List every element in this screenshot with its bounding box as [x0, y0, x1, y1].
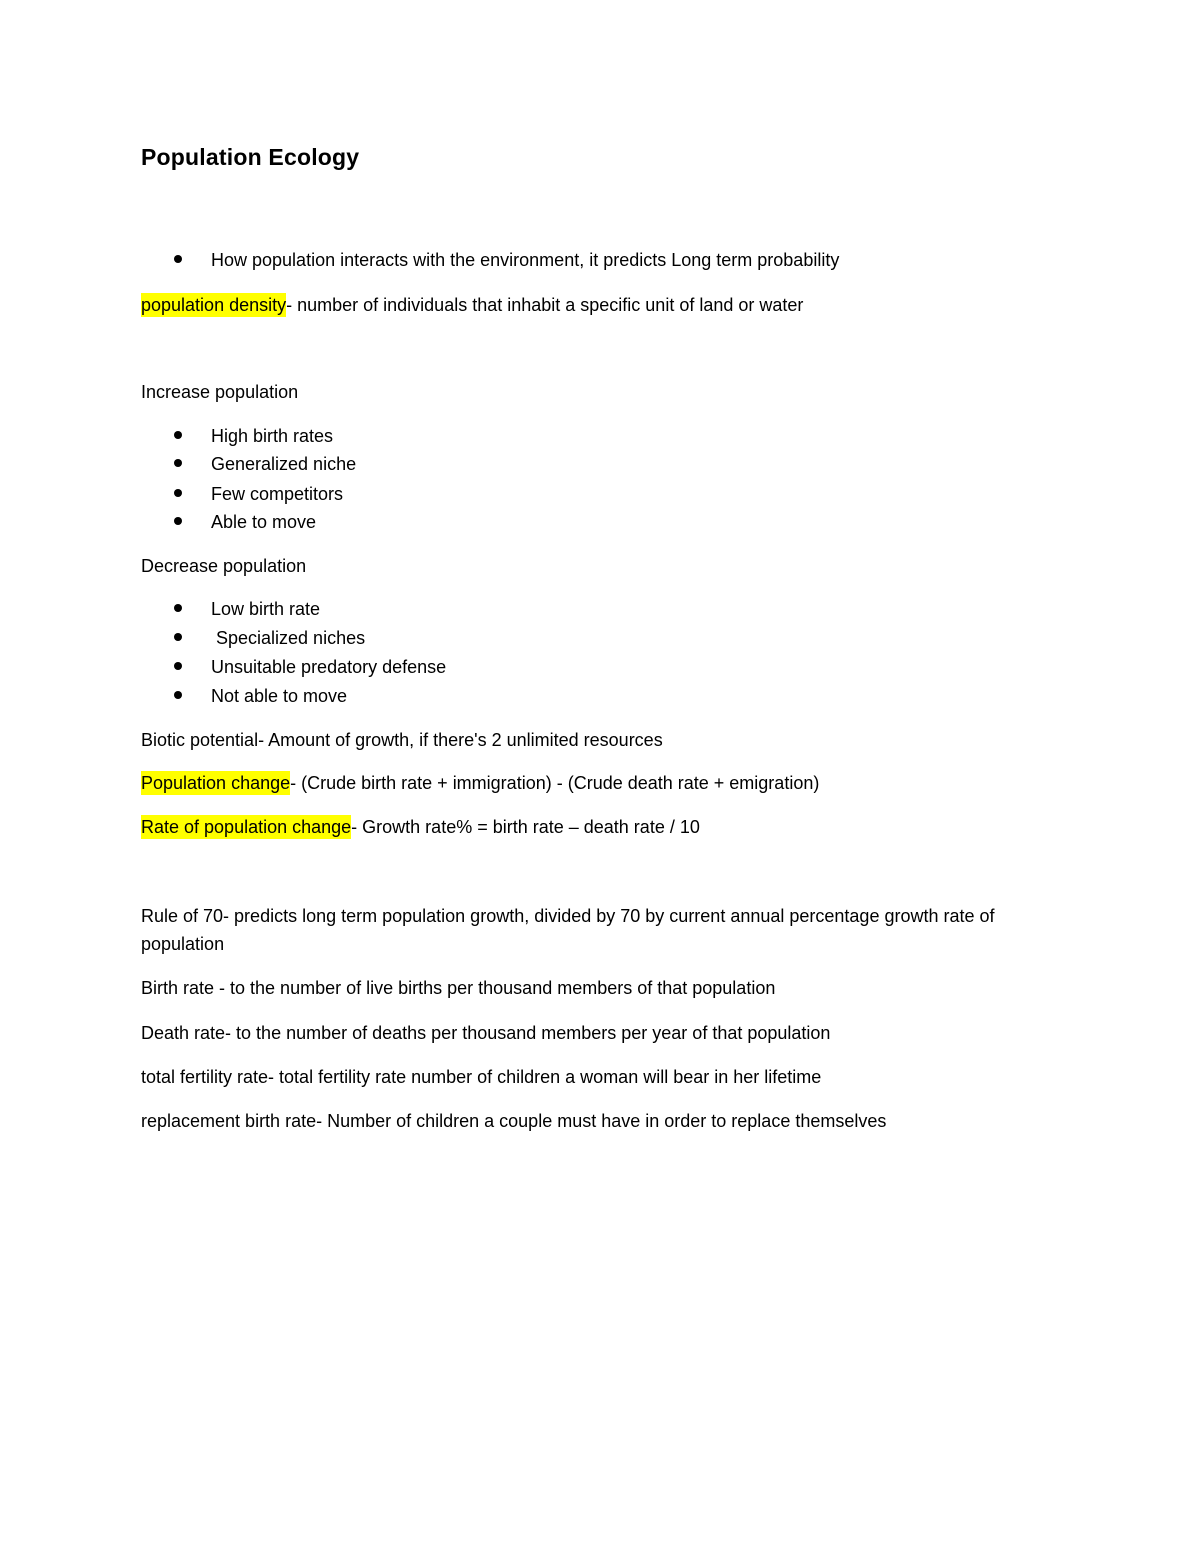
- definition-population-change: [141, 771, 819, 795]
- bullet-icon: [174, 604, 182, 612]
- definition-birth-rate: Birth rate - to the number of live births per thousand members of that population: [141, 978, 776, 998]
- list-item: [174, 597, 320, 621]
- list-item-text: How population interacts with the environment, it predicts Long term probability: [211, 250, 840, 270]
- definition-biotic-potential: Biotic potential- Amount of growth, if there's 2 unlimited resources: [141, 730, 663, 750]
- definition-rule-of-70: Rule of 70- predicts long term population growth, divided by 70 by current annual percentage growth rate of population: [141, 906, 995, 954]
- list-item: [174, 424, 333, 448]
- list-item-text: Generalized niche: [211, 454, 357, 474]
- list-item: [174, 482, 343, 506]
- bullet-icon: [174, 633, 182, 641]
- bullet-icon: [174, 459, 182, 467]
- definition-death-rate: Death rate- to the number of deaths per thousand members per year of that population: [141, 1023, 831, 1043]
- list-item: [174, 655, 446, 679]
- definition-rate-of-change: [141, 815, 700, 839]
- list-item: [174, 452, 356, 476]
- bullet-icon: [174, 662, 182, 670]
- bullet-icon: [174, 517, 182, 525]
- bullet-icon: [174, 255, 182, 263]
- definition-text: - (Crude birth rate + immigration) - (Crude death rate + emigration): [290, 773, 820, 793]
- bullet-icon: [174, 431, 182, 439]
- list-item-text: Able to move: [211, 512, 317, 532]
- section-heading-decrease: Decrease population: [141, 556, 307, 576]
- list-item-text: Not able to move: [211, 686, 348, 706]
- bullet-icon: [174, 489, 182, 497]
- document-title: Population Ecology: [141, 144, 360, 170]
- definition-population-density: [141, 293, 803, 317]
- list-item: [174, 510, 316, 534]
- definition-total-fertility-rate: total fertility rate- total fertility rate number of children a woman will bear in her lifetime: [141, 1067, 822, 1087]
- definition-text: - number of individuals that inhabit a specific unit of land or water: [286, 295, 804, 315]
- highlighted-term: Rate of population change: [141, 817, 352, 837]
- highlighted-term: Population change: [141, 773, 291, 793]
- list-item: [174, 684, 347, 708]
- definition-replacement-birth-rate: replacement birth rate- Number of children a couple must have in order to replace themselves: [141, 1111, 887, 1131]
- list-item-text: Specialized niches: [211, 628, 366, 648]
- list-item: [174, 248, 839, 272]
- list-item-text: High birth rates: [211, 426, 334, 446]
- list-item-text: Unsuitable predatory defense: [211, 657, 447, 677]
- list-item-text: Low birth rate: [211, 599, 321, 619]
- list-item: [174, 626, 365, 650]
- highlighted-term: population density: [141, 295, 287, 315]
- bullet-icon: [174, 691, 182, 699]
- section-heading-increase: Increase population: [141, 382, 299, 402]
- list-item-text: Few competitors: [211, 484, 344, 504]
- definition-text: - Growth rate% = birth rate – death rate / 10: [351, 817, 700, 837]
